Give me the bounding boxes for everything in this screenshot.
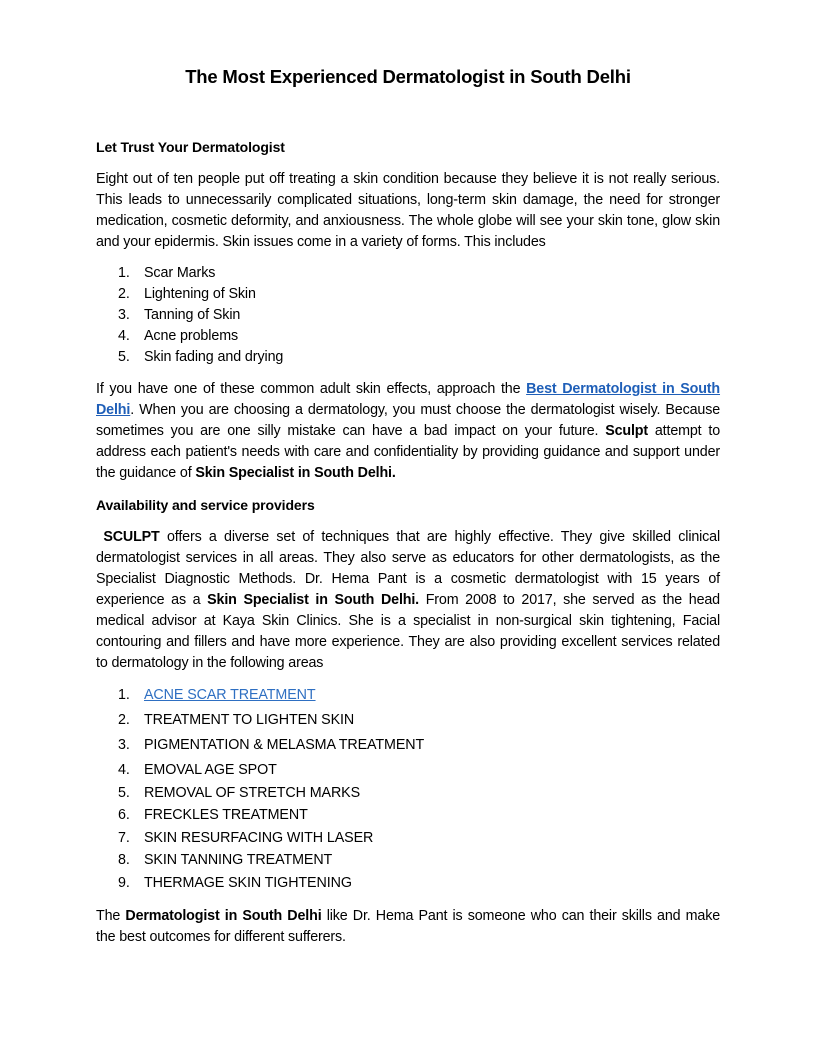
list-item: 9. THERMAGE SKIN TIGHTENING [118,874,352,891]
list-item: 2. Lightening of Skin [118,286,256,302]
acne-scar-treatment-link[interactable]: ACNE SCAR TREATMENT [144,687,316,703]
best-dermatologist-link[interactable]: Best Dermatologist in South Delhi [96,381,721,418]
section-heading-availability: Availability and service providers [96,497,315,513]
approach-paragraph: If you have one of these common adult skin effects, approach the Best Dermatologist in South Delhi. When you are choosing a dermatology, you must choose the dermatologist wisely. Because sometimes you are one silly mistake can have a bad impact on your future. Sculpt attempt to address each patient's needs with care and confidentiality by providing guidance and support under the guidance of Skin Specialist in South Delhi. [96,381,721,481]
closing-paragraph: The Dermatologist in South Delhi like Dr. Hema Pant is someone who can their skills and make the best outcomes for different sufferers. [96,908,720,945]
skin-issues-list [96,263,720,368]
list-item: 7. SKIN RESURFACING WITH LASER [118,829,374,846]
list-item: 2. TREATMENT TO LIGHTEN SKIN [118,712,355,728]
list-item: 3. PIGMENTATION & MELASMA TREATMENT [118,737,425,753]
list-item: 4. EMOVAL AGE SPOT [118,762,277,778]
intro-paragraph: Eight out of ten people put off treating a skin condition because they believe it is not really serious. This leads to unnecessarily complicated situations, long-term skin damage, the need for stronger medication, cosmetic deformity, and anxiousness. The whole globe will see your skin tone, glow skin and your epidermis. Skin issues come in a variety of forms. This includes [96,171,720,250]
list-item: 3. Tanning of Skin [118,307,241,323]
services-paragraph: SCULPT offers a diverse set of techniques that are highly effective. They give skilled clinical dermatologist services in all areas. They also serve as educators for other dermatologists, as the Specialist Diagnostic Methods. Dr. Hema Pant is a cosmetic dermatologist with 15 years of experience as a Skin Specialist in South Delhi. From 2008 to 2017, she served as the head medical advisor at Kaya Skin Clinics. She is a specialist in non-surgical skin tightening, Facial contouring and fillers and have more experience. They are also providing excellent services related to dermatology in the following areas [96,529,720,671]
page-title: The Most Experienced Dermatologist in South Delhi [185,66,631,87]
list-item[interactable]: 1. ACNE SCAR TREATMENT [96,685,720,710]
services-list [96,685,720,895]
list-item: 6. FRECKLES TREATMENT [118,807,308,823]
list-item: 4. Acne problems [118,328,239,344]
list-item: 8. SKIN TANNING TREATMENT [118,852,333,868]
list-item: 5. REMOVAL OF STRETCH MARKS [118,784,361,801]
list-item: 1. Scar Marks [118,265,216,281]
section-heading-trust: Let Trust Your Dermatologist [96,139,285,155]
list-item: 5. Skin fading and drying [118,349,284,365]
